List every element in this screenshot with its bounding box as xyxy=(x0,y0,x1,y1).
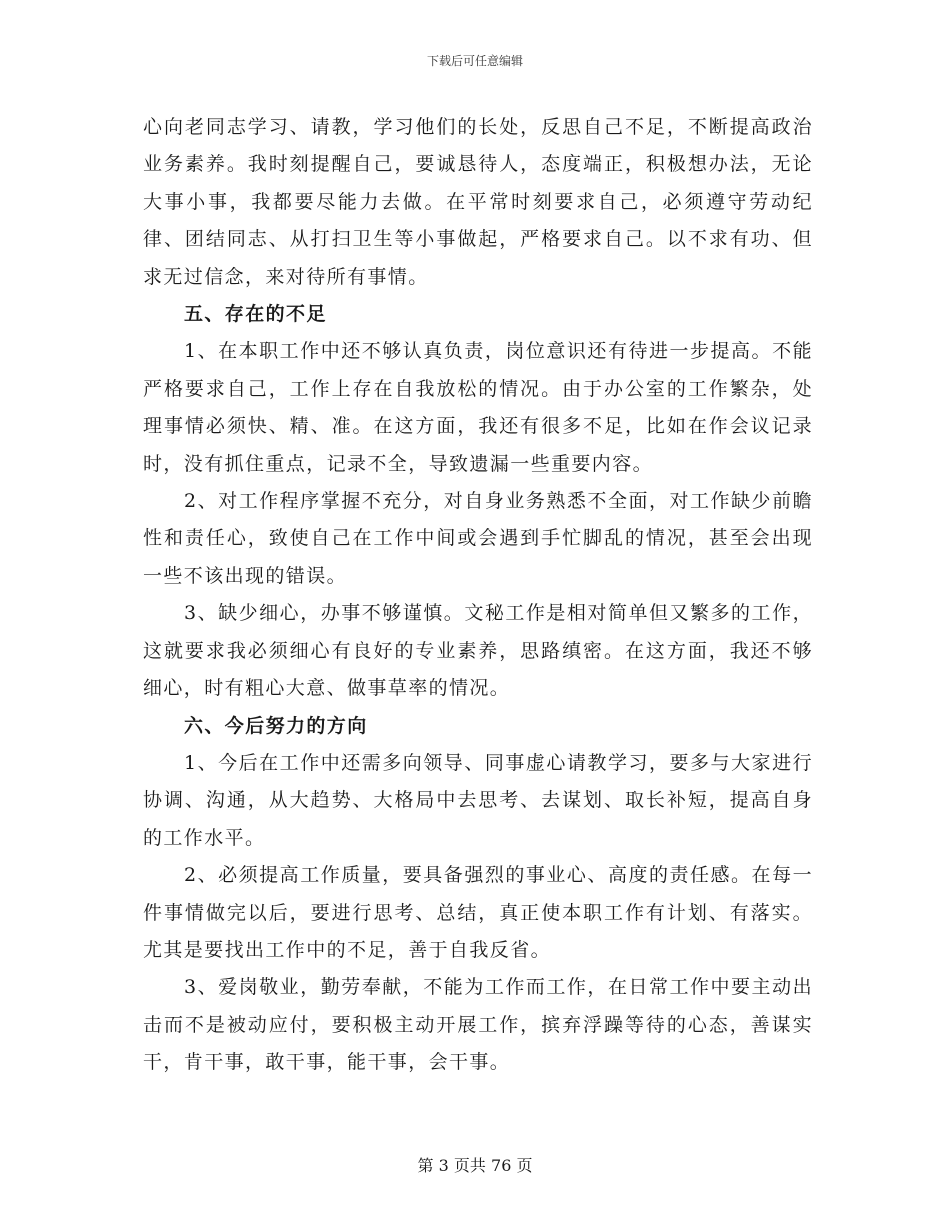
paragraph-direction-1: 1、今后在工作中还需多向领导、同事虚心请教学习，要多与大家进行协调、沟通，从大趋势、大格局中去思考、去谋划、取长补短，提高自身的工作水平。 xyxy=(143,751,813,849)
paragraph-shortcoming-1: 1、在本职工作中还不够认真负责，岗位意识还有待进一步提高。不能严格要求自己，工作上存在自我放松的情况。由于办公室的工作繁杂，处理事情必须快、精、准。在这方面，我还有很多不足，比如在作会议记录时，没有抓住重点，记录不全，导致遗漏一些重要内容。 xyxy=(143,340,813,475)
paragraph-shortcoming-2: 2、对工作程序掌握不充分，对自身业务熟悉不全面，对工作缺少前瞻性和责任心，致使自己在工作中间或会遇到手忙脚乱的情况，甚至会出现一些不该出现的错误。 xyxy=(143,490,813,587)
document-body xyxy=(143,109,813,1082)
paragraph-direction-3: 3、爱岗敬业，勤劳奉献，不能为工作而工作，在日常工作中要主动出击而不是被动应付，要积极主动开展工作，摈弃浮躁等待的心态，善谋实干，肯干事，敢干事，能干事，会干事。 xyxy=(143,976,813,1074)
page-footer xyxy=(0,1156,950,1176)
section-heading-future-direction: 六、今后努力的方向 xyxy=(184,714,368,737)
footer-page-number: 3 xyxy=(438,1156,449,1175)
footer-total-pages: 76 xyxy=(491,1156,512,1175)
header-note: 下载后可任意编辑 xyxy=(426,54,523,68)
section-heading-shortcomings: 五、存在的不足 xyxy=(184,303,327,326)
paragraph-direction-2: 2、必须提高工作质量，要具备强烈的事业心、高度的责任感。在每一件事情做完以后，要进行思考、总结，真正使本职工作有计划、有落实。尤其是要找出工作中的不足，善于自我反省。 xyxy=(143,864,813,961)
footer-middle: 页共 xyxy=(453,1156,486,1175)
paragraph-continuation: 心向老同志学习、请教，学习他们的长处，反思自己不足，不断提高政治业务素养。我时刻提醒自己，要诚恳待人，态度端正，积极想办法，无论大事小事，我都要尽能力去做。在平常时刻要求自己，必须遵守劳动纪律、团结同志、从打扫卫生等小事做起，严格要求自己。以不求有功、但求无过信念，来对待所有事情。 xyxy=(143,116,813,288)
footer-prefix: 第 xyxy=(417,1156,434,1175)
footer-suffix: 页 xyxy=(516,1156,533,1175)
paragraph-shortcoming-3: 3、缺少细心，办事不够谨慎。文秘工作是相对简单但又繁多的工作，这就要求我必须细心有良好的专业素养，思路缜密。在这方面，我还不够细心，时有粗心大意、做事草率的情况。 xyxy=(143,602,813,700)
